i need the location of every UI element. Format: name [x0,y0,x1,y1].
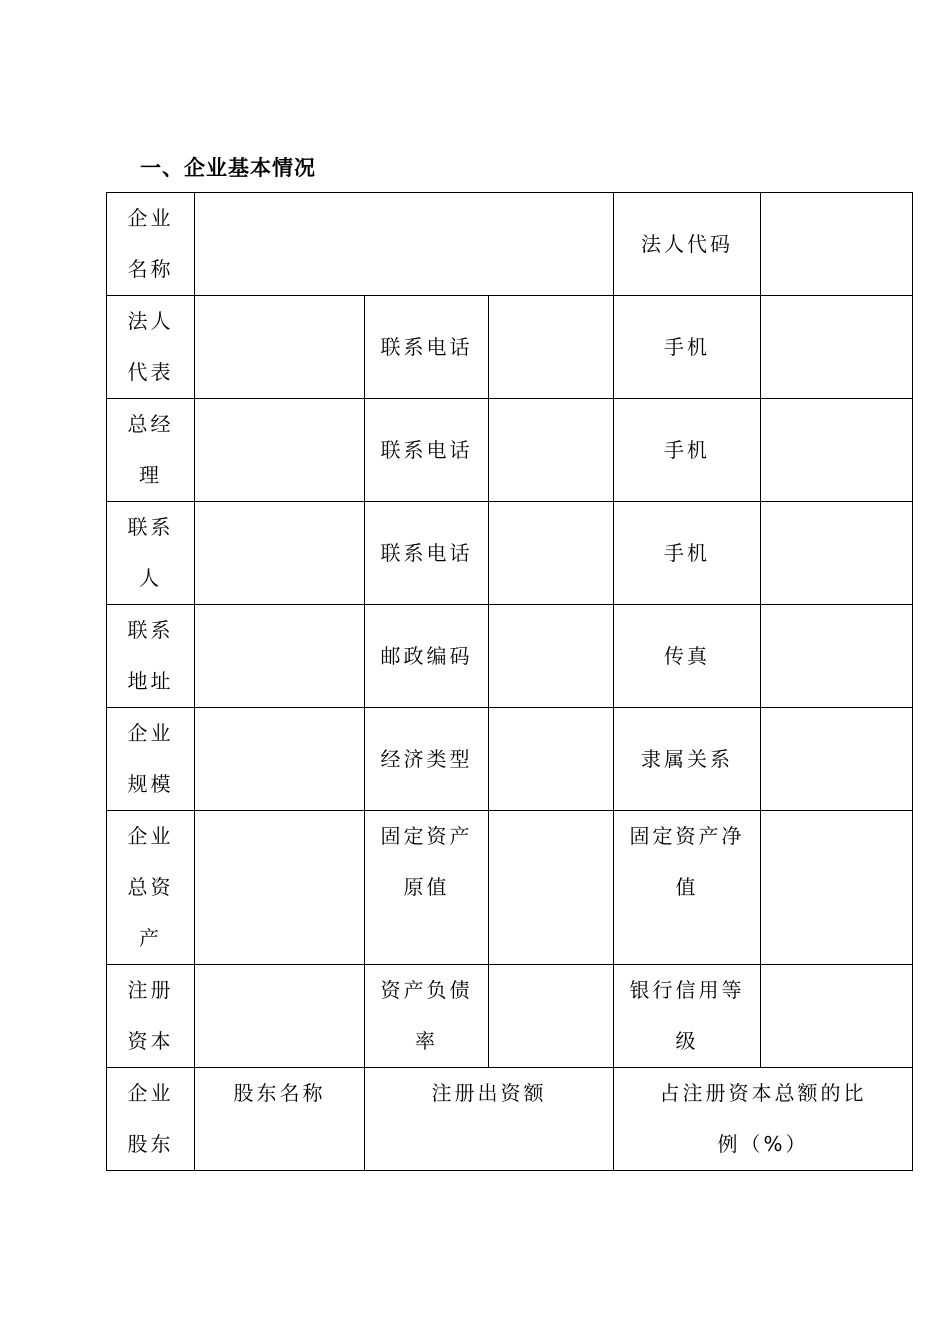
contact-person-mobile-label: 手机 [614,502,761,605]
legal-code-value[interactable] [761,193,913,296]
row-contact-person [107,502,913,605]
row-total-assets [107,811,913,965]
registered-contribution-header: 注册出资额 [365,1068,614,1171]
company-name-value[interactable] [195,193,614,296]
contact-address-label: 联系地址 [107,605,195,708]
legal-rep-mobile-value[interactable] [761,296,913,399]
contact-person-mobile-value[interactable] [761,502,913,605]
legal-rep-mobile-label: 手机 [614,296,761,399]
bank-credit-rating-label: 银行信用等级 [614,965,761,1068]
fax-label: 传真 [614,605,761,708]
affiliation-label: 隶属关系 [614,708,761,811]
row-company-name [107,193,913,296]
legal-rep-phone-value[interactable] [489,296,614,399]
contact-person-label: 联系人 [107,502,195,605]
legal-rep-phone-label: 联系电话 [365,296,489,399]
row-contact-address [107,605,913,708]
row-registered-capital [107,965,913,1068]
general-manager-mobile-value[interactable] [761,399,913,502]
fax-value[interactable] [761,605,913,708]
fixed-assets-original-value[interactable] [489,811,614,965]
legal-code-label: 法人代码 [614,193,761,296]
contact-address-value[interactable] [195,605,365,708]
general-manager-mobile-label: 手机 [614,399,761,502]
legal-rep-label: 法人代表 [107,296,195,399]
bank-credit-rating-value[interactable] [761,965,913,1068]
fixed-assets-net-label: 固定资产净值 [614,811,761,965]
capital-share-ratio-header: 占注册资本总额的比例（%） [614,1068,913,1171]
economic-type-label: 经济类型 [365,708,489,811]
row-legal-rep [107,296,913,399]
shareholders-label: 企业股东 [107,1068,195,1171]
company-info-table [106,192,913,1171]
total-assets-value[interactable] [195,811,365,965]
row-shareholders [107,1068,913,1171]
postal-code-label: 邮政编码 [365,605,489,708]
fixed-assets-original-label: 固定资产原值 [365,811,489,965]
row-general-manager [107,399,913,502]
registered-capital-label: 注册资本 [107,965,195,1068]
company-scale-value[interactable] [195,708,365,811]
postal-code-value[interactable] [489,605,614,708]
total-assets-label: 企业总资产 [107,811,195,965]
company-scale-label: 企业规模 [107,708,195,811]
general-manager-label: 总经理 [107,399,195,502]
registered-capital-value[interactable] [195,965,365,1068]
contact-person-phone-label: 联系电话 [365,502,489,605]
economic-type-value[interactable] [489,708,614,811]
debt-ratio-label: 资产负债率 [365,965,489,1068]
general-manager-phone-value[interactable] [489,399,614,502]
debt-ratio-value[interactable] [489,965,614,1068]
shareholder-name-header: 股东名称 [195,1068,365,1171]
contact-person-phone-value[interactable] [489,502,614,605]
general-manager-value[interactable] [195,399,365,502]
affiliation-value[interactable] [761,708,913,811]
contact-person-value[interactable] [195,502,365,605]
fixed-assets-net-value[interactable] [761,811,913,965]
general-manager-phone-label: 联系电话 [365,399,489,502]
legal-rep-value[interactable] [195,296,365,399]
company-name-label: 企业名称 [107,193,195,296]
row-company-scale [107,708,913,811]
section-heading: 一、企业基本情况 [140,156,316,180]
